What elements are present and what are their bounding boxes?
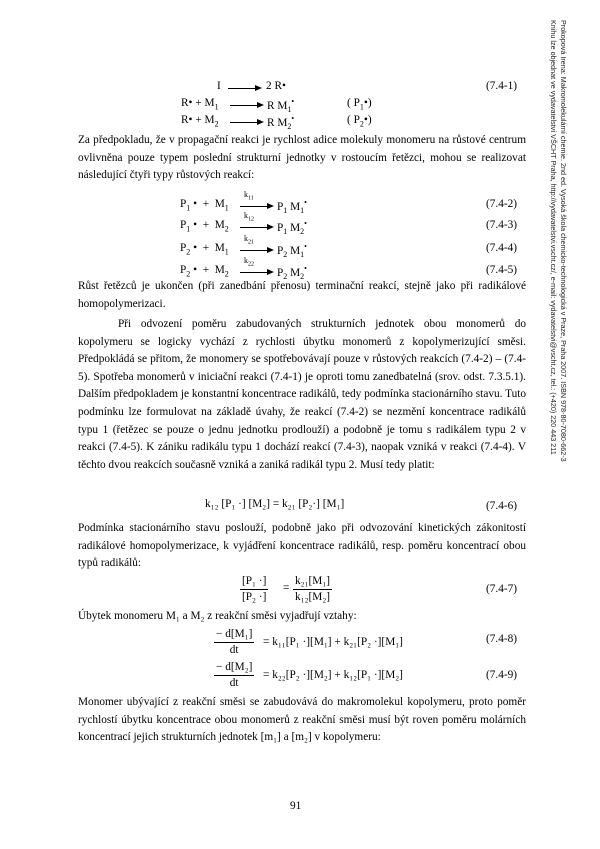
eq-radicals: 2 R• — [266, 80, 286, 92]
reaction-arrow — [240, 272, 268, 273]
product: $P_2$ $M_2^•$ — [277, 264, 307, 282]
equation-7-4-9-rhs: = k₂₂[P₂ ·][M₂] + k₁₂[P₁ ·][M₂] — [263, 669, 403, 681]
eq-label: ( $P_2•$) — [347, 114, 372, 129]
equation-number: (7.4-4) — [486, 242, 518, 254]
rate-constant: $k_{21}$ — [244, 234, 254, 246]
fraction-radicals: $\frac{\text{[P₁ ·]}}{\text{[P₂ ·]}}$ — [242, 575, 267, 603]
product: $P_2$ $M_1^•$ — [277, 242, 307, 260]
equals-sign: = — [283, 582, 290, 594]
arrow-head-icon — [267, 247, 274, 253]
rate-constant: $k_{22}$ — [244, 256, 254, 268]
radical: $P_1$ • + $M_1$ — [180, 198, 229, 213]
equation-number: (7.4-6) — [486, 500, 518, 512]
arrow-head-icon — [267, 224, 274, 230]
paragraph: Růst řetězců je ukončen (při zanedbání přenosu) terminační reakcí, stejně jako při radikálové homopolymerizaci. — [78, 280, 526, 310]
equation-number: (7.4-9) — [486, 669, 518, 681]
arrow-head-icon — [267, 269, 274, 275]
fraction-rate-m1: $\frac{\text{− d[M₁]}}{dt}$ — [216, 628, 253, 656]
reaction-arrow — [240, 227, 268, 228]
radical: $P_2$ • + $M_2$ — [180, 264, 229, 279]
rate-constant: $k_{12}$ — [244, 211, 254, 223]
equation-number: (7.4-1) — [486, 80, 518, 92]
eq-product: R $M_2^•$ — [267, 114, 295, 132]
arrow-head-icon — [257, 102, 264, 108]
citation-sidebar — [548, 20, 568, 640]
paragraph: Úbytek monomeru M₁ a M₂ z reakční směsi vyjadřují vztahy: — [78, 610, 357, 622]
paragraph: Podmínka stacionárního stavu poslouží, podobně jako při odvozování kinetických zákonitostí radikálové homopolymerizace, k vyjádření koncentrace radikálů, resp. poměru koncentrací obou typů radikálů: — [78, 522, 526, 570]
reaction-arrow — [228, 88, 256, 89]
reaction-arrow — [240, 206, 268, 207]
eq-label: ( $P_1•$) — [347, 97, 372, 112]
product: $P_1$ $M_2^•$ — [277, 219, 307, 237]
product: $P_1$ $M_1^•$ — [277, 198, 307, 216]
citation-line-1: Prokopová Irena: Makromolekulární chemie. 2nd ed. Vysoká škola chemicko-technologická v Praze, Praha 2007. ISBN 978-80-7080-662-3 — [559, 20, 568, 462]
rate-constant: $k_{11}$ — [244, 190, 254, 202]
citation-line-2: Knihu lze objednat ve vydavatelství VŠCHT Praha, http://vydavatelstvi.vscht.cz/, e-mail: vydavatelstvi@vscht.cz, tel.: (+420) 220 443 211 — [549, 20, 558, 455]
equation-number: (7.4-5) — [486, 264, 518, 276]
page-number: 91 — [290, 800, 302, 812]
paragraph: Monomer ubývající z reakční směsi se zabudovává do makromolekul kopolymeru, proto poměr rychlostí úbytku koncentrace obou monomerů z reakční směsi musí být roven poměru molárních koncentrací jejich strukturních jednotek [m₁] a [m₂] v kopolymeru: — [78, 696, 526, 744]
eq-product: R $M_1^•$ — [267, 97, 295, 115]
equation-number: (7.4-2) — [486, 198, 518, 210]
reaction-arrow — [240, 250, 268, 251]
eq-reactant: R• + $M_2$ — [181, 114, 219, 129]
radical: $P_1$ • + $M_2$ — [180, 219, 229, 234]
equation-number: (7.4-8) — [486, 633, 518, 645]
arrow-head-icon — [257, 119, 264, 125]
equation-7-4-6: k₁₂ [P₁ ·] [M₂] = k₂₁ [P₂·] [M₁] — [205, 498, 345, 510]
fraction-constants: $\frac{\text{k₂₁[M₁]}}{\text{k₁₂[M₂]}}$ — [295, 575, 331, 603]
equation-7-4-8-rhs: = k₁₁[P₁ ·][M₁] + k₂₁[P₂ ·][M₁] — [263, 636, 403, 648]
equation-number: (7.4-7) — [486, 583, 518, 595]
arrow-head-icon — [267, 203, 274, 209]
paragraph: Za předpokladu, že v propagační reakci je rychlost adice molekuly monomeru na růstové centrum ovlivněna pouze typem poslední strukturní jednotky v rostoucím řetězci, mohou se realizovat následující čtyři typy růstových reakcí: — [78, 134, 526, 182]
eq-initiator: I — [217, 80, 221, 92]
arrow-head-icon — [255, 85, 262, 91]
reaction-arrow — [230, 105, 258, 106]
paragraph: Při odvození poměru zabudovaných strukturních jednotek obou monomerů do kopolymeru se logicky vychází z rychlosti úbytku monomerů z kopolymerizující směsi. Předpokládá se přitom, že monomery se spotřebovávají pouze v růstových reakcích (7.4-2) – (7.4-5). Spotřeba monomerů v iniciační reakci (7.4-1) je oproti tomu zanedbatelná (srov. odst. 7.3.5.1). Dalším předpokladem je konstantní koncentrace radikálů, tedy podmínka stacionárního stavu. Tuto podmínku lze formulovat na základě úvahy, že reakcí (7.4-2) se nezmění koncentrace radikálů typu 1 (řetězec se pouze o jednu jednotku prodlouží) a podobně je tomu s radikálem typu 2 v reakci (7.4-5). K zániku radikálu typu 1 dochází reakcí (7.4-3), naopak vzniká v reakci (7.4-4). V těchto dvou reakcích současně vzniká a zaniká radikál typu 2. Musí tedy platit: — [78, 318, 527, 471]
equation-number: (7.4-3) — [486, 219, 518, 231]
eq-reactant: R• + $M_1$ — [181, 97, 219, 112]
radical: $P_2$ • + $M_1$ — [180, 242, 229, 257]
fraction-rate-m2: $\frac{\text{− d[M₂]}}{dt}$ — [216, 661, 253, 689]
reaction-arrow — [230, 122, 258, 123]
